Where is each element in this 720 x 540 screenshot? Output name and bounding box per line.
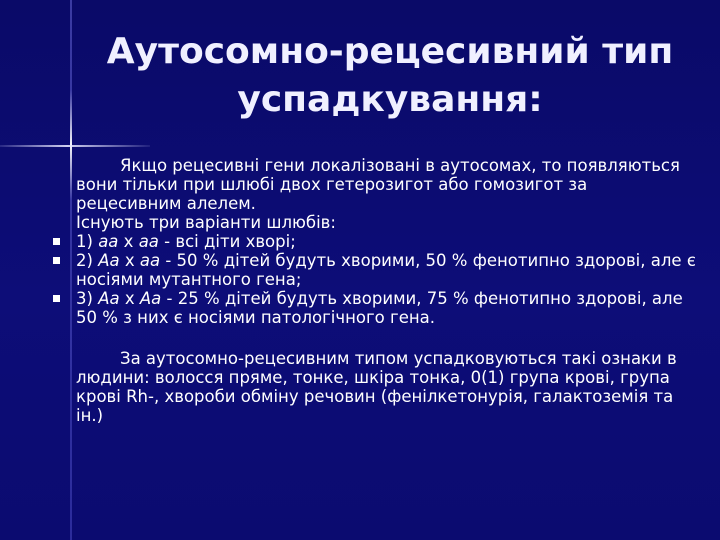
genotype: аа [98,232,119,251]
bullet-square-icon [53,257,60,264]
intro-paragraph: Якщо рецесивні гени локалізовані в аутосомах, то появляються вони тільки при шлюбі двох гетерозигот або гомозигот за рецесивним алелем. [76,156,680,213]
variants-heading: Існують три варіанти шлюбів: [76,213,336,232]
slide-title [90,28,690,124]
genotype: Аа [139,289,162,308]
list-item: 1) аа х аа - всі діти хворі; [76,232,696,251]
genotype: аа [138,232,159,251]
conclusion-paragraph: За аутосомно-рецесивним типом успадковуються такі ознаки в людини: волосся пряме, тонке, шкіра тонка, 0(1) група крові, група крові Rh-, хвороби обміну речовин (фенілкетонурія, галактоземія та ін.) [76,349,677,425]
slide-body [76,156,696,425]
decorative-horizontal-line [0,145,150,147]
decorative-vertical-line [70,0,72,540]
genotype: Аа [98,289,120,308]
list-item: 3) Аа х Аа - 25 % дітей будуть хворими, 75 % фенотипно здорові, але 50 % з них є носіями патологічного гена. [76,289,696,327]
title-line-2: успадкування: [237,79,543,120]
bullet-square-icon [53,238,60,245]
genotype: Аа [98,251,120,270]
bullet-square-icon [53,295,60,302]
title-line-1: Аутосомно-рецесивний тип [106,31,674,72]
genotype: аа [139,251,161,270]
list-item: 2) Аа х аа - 50 % дітей будуть хворими, 50 % фенотипно здорові, але є носіями мутантного гена; [76,251,696,289]
